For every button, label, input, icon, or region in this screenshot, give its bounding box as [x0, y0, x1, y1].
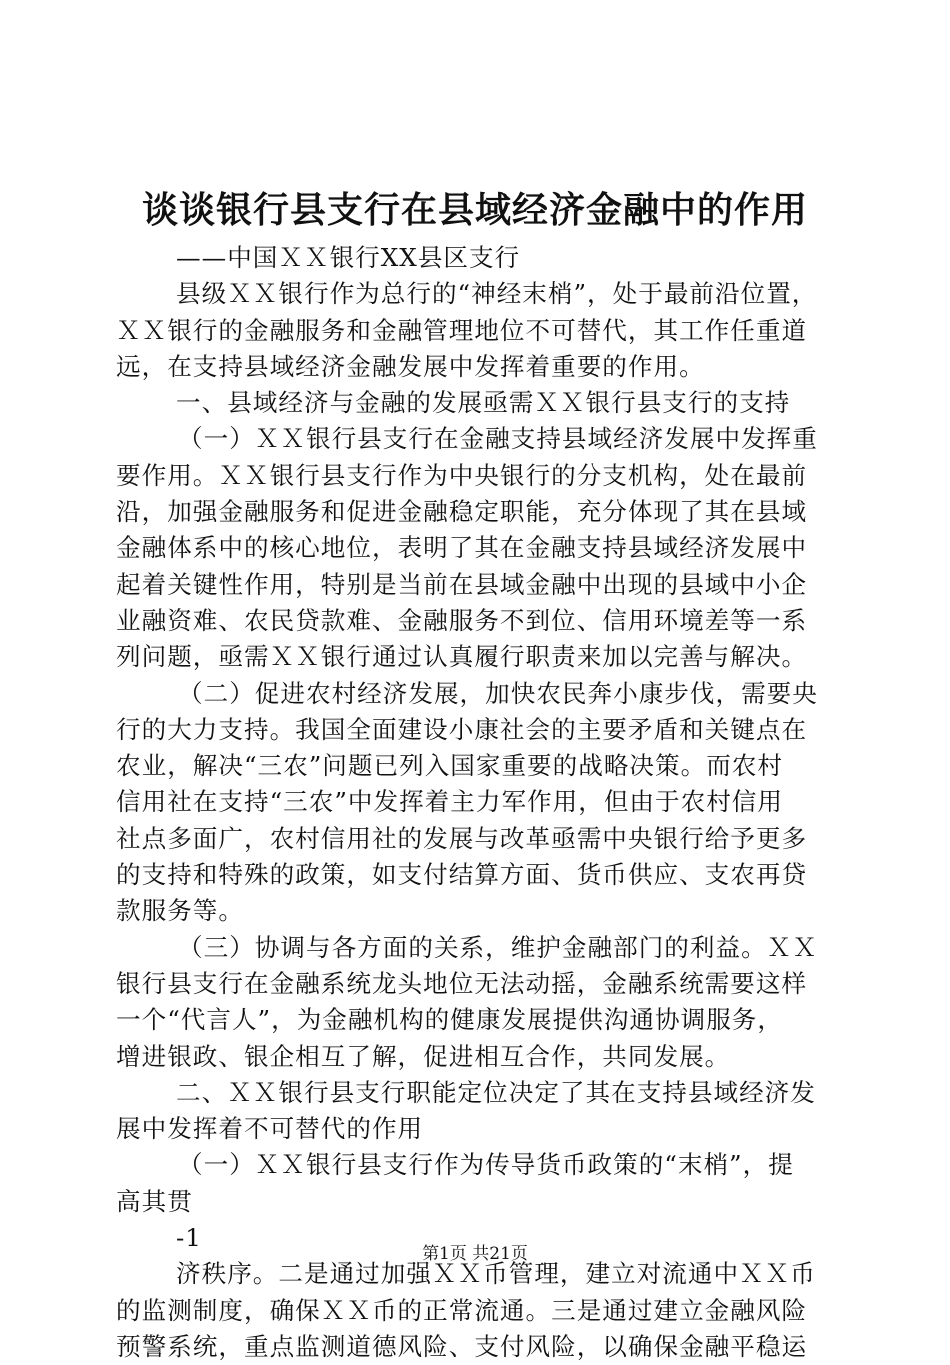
text-line: 款服务等。	[116, 896, 244, 926]
text-line: 要作用。ＸＸ银行县支行作为中央银行的分支机构，处在最前	[116, 460, 808, 490]
text-line: 济秩序。二是通过加强ＸＸ币管理，建立对流通中ＸＸ币	[176, 1259, 816, 1289]
document-title: 谈谈银行县支行在县域经济金融中的作用	[141, 189, 808, 231]
text-line: 列问题，亟需ＸＸ银行通过认真履行职责来加以完善与解决。	[116, 642, 808, 672]
text-line: 农业，解决“三农”问题已列入国家重要的战略决策。而农村	[116, 751, 783, 781]
text-line: 增进银政、银企相互了解，促进相互合作，共同发展。	[116, 1041, 731, 1071]
page-footer: 第1页 共21页	[422, 1244, 528, 1264]
text-line: ＸＸ银行的金融服务和金融管理地位不可替代，其工作任重道	[116, 315, 808, 345]
text-line: -1	[176, 1223, 202, 1253]
text-line: 一个“代言人”，为金融机构的健康发展提供沟通协调服务，	[116, 1005, 783, 1035]
text-line: （一）ＸＸ银行县支行在金融支持县域经济发展中发挥重	[178, 424, 818, 454]
text-line: （三）协调与各方面的关系，维护金融部门的利益。ＸＸ	[178, 932, 818, 962]
text-line: 沿，加强金融服务和促进金融稳定职能，充分体现了其在县域	[116, 497, 808, 527]
text-line: （二）促进农村经济发展，加快农民奔小康步伐，需要央	[178, 678, 818, 708]
text-line: 的支持和特殊的政策，如支付结算方面、货币供应、支农再贷	[116, 860, 808, 890]
text-line: 行的大力支持。我国全面建设小康社会的主要矛盾和关键点在	[116, 714, 808, 744]
text-line: 一、县域经济与金融的发展亟需ＸＸ银行县支行的支持	[176, 388, 791, 418]
text-line: （一）ＸＸ银行县支行作为传导货币政策的“末梢”，提	[178, 1150, 794, 1180]
text-line: 预警系统，重点监测道德风险、支付风险，以确保金融平稳运	[116, 1331, 808, 1361]
text-line: 远，在支持县域经济金融发展中发挥着重要的作用。	[116, 351, 705, 381]
text-line: 社点多面广，农村信用社的发展与改革亟需中央银行给予更多	[116, 823, 808, 853]
text-line: 展中发挥着不可替代的作用	[116, 1114, 424, 1144]
text-line: 起着关键性作用，特别是当前在县域金融中出现的县域中小企	[116, 569, 808, 599]
text-line: 高其贯	[116, 1186, 193, 1216]
text-line: 银行县支行在金融系统龙头地位无法动摇，金融系统需要这样	[116, 968, 808, 998]
text-line: 信用社在支持“三农”中发挥着主力军作用，但由于农村信用	[116, 787, 783, 817]
text-line: 业融资难、农民贷款难、金融服务不到位、信用环境差等一系	[116, 605, 808, 635]
text-line: ——中国ＸＸ银行XX县区支行	[176, 243, 521, 272]
text-line: 金融体系中的核心地位，表明了其在金融支持县域经济发展中	[116, 533, 808, 563]
text-line: 的监测制度，确保ＸＸ币的正常流通。三是通过建立金融风险	[116, 1295, 808, 1325]
text-line: 县级ＸＸ银行作为总行的“神经末梢”，处于最前沿位置，	[176, 279, 818, 309]
document-body	[116, 240, 836, 1365]
text-line: 二、ＸＸ银行县支行职能定位决定了其在支持县域经济发	[176, 1077, 816, 1107]
